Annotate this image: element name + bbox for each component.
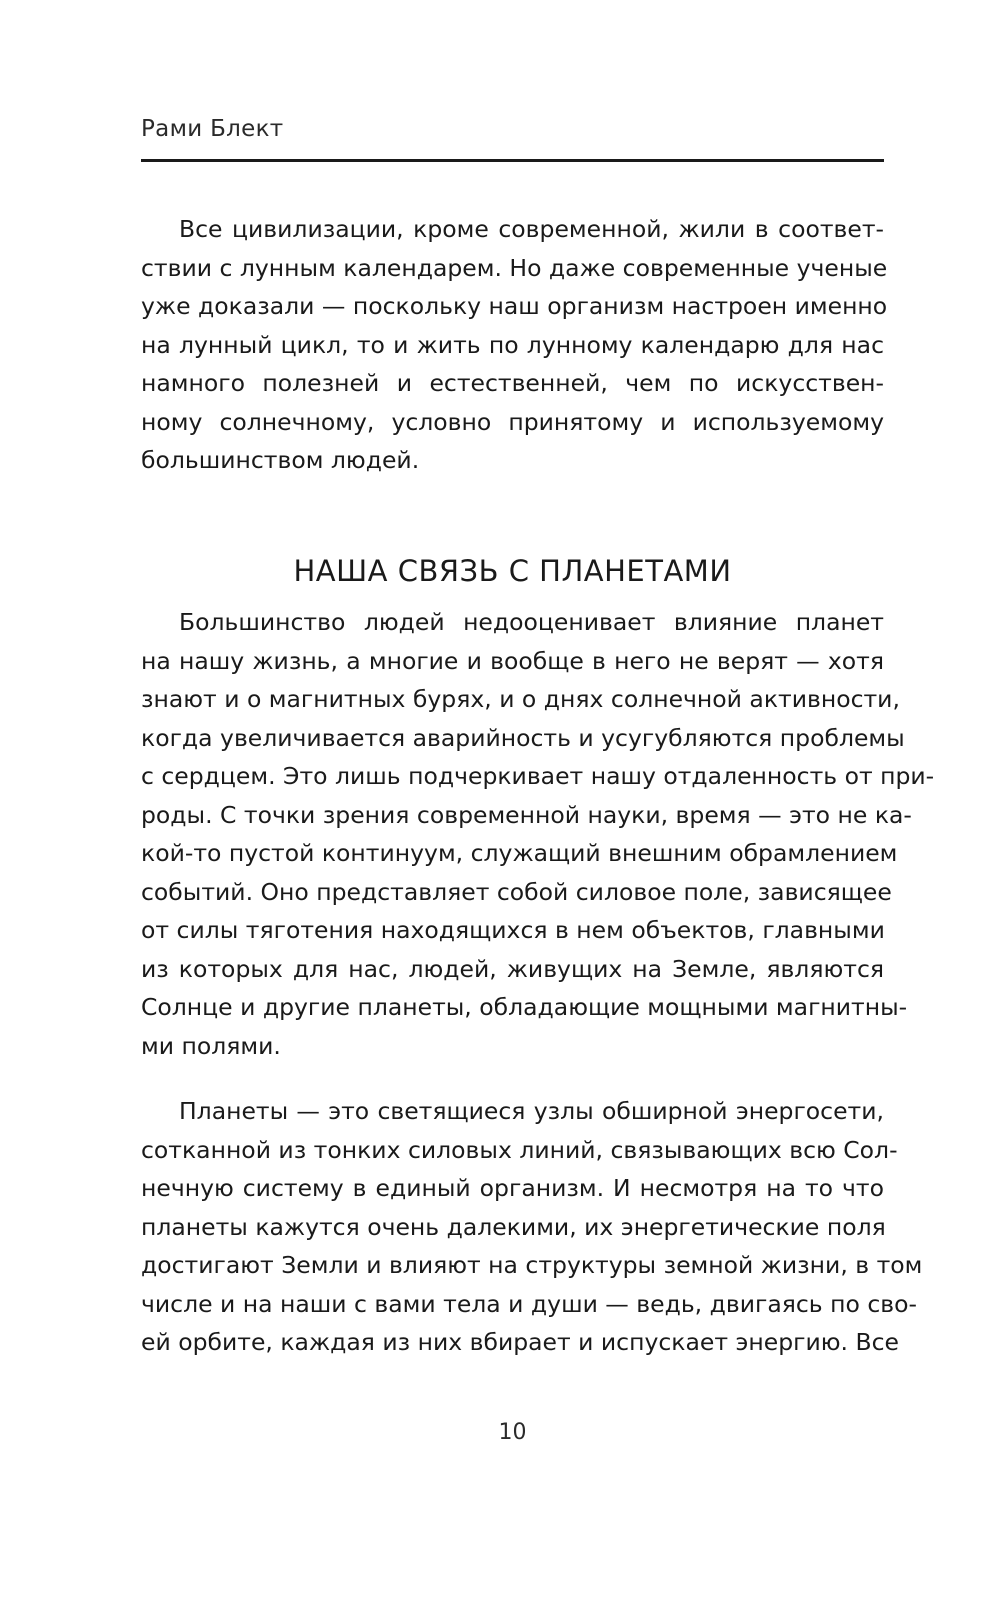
paragraph-2-line: знают и о магнитных бурях, и о днях солнечной активности, xyxy=(141,685,900,713)
paragraph-3-line: числе и на наши с вами тела и души — ведь, двигаясь по сво- xyxy=(141,1289,917,1318)
paragraph-2-line: Солнце и другие планеты, обладающие мощными магнитны- xyxy=(141,993,908,1021)
paragraph-3-line: Планеты — это светящиеся узлы обширной энергосети, xyxy=(179,1097,884,1125)
paragraph-3-line: планеты кажутся очень далекими, их энергетические поля xyxy=(141,1212,886,1241)
paragraph-1-line: ствии с лунным календарем. Но даже современные ученые xyxy=(141,253,888,282)
paragraph-2-line: ми полями. xyxy=(141,1031,281,1060)
paragraph-1 xyxy=(141,210,888,480)
paragraph-3 xyxy=(141,1092,923,1362)
header-rule xyxy=(141,159,884,162)
paragraph-1-line: Все цивилизации, кроме современной, жили в соответ- xyxy=(179,215,884,243)
paragraph-1-line: на лунный цикл, то и жить по лунному календарю для нас xyxy=(141,330,884,359)
paragraph-2-line: на нашу жизнь, а многие и вообще в него не верят — хотя xyxy=(141,646,884,675)
paragraph-3-line: ей орбите, каждая из них вбирает и испускает энергию. Все xyxy=(141,1328,899,1356)
paragraph-3-line: сотканной из тонких силовых линий, связывающих всю Сол- xyxy=(141,1135,898,1164)
paragraph-2-line: Большинство людей недооценивает влияние планет xyxy=(179,608,884,636)
running-head-author: Рами Блект xyxy=(141,116,284,142)
page-number: 10 xyxy=(498,1420,527,1445)
paragraph-1-line: намного полезней и естественней, чем по искусствен- xyxy=(141,369,884,397)
paragraph-1-line: ному солнечному, условно принятому и используемому xyxy=(141,407,884,436)
paragraph-2-line: событий. Оно представляет собой силовое поле, зависящее xyxy=(141,877,892,906)
paragraph-2-line: кой-то пустой континуум, служащий внешним обрамлением xyxy=(141,839,898,867)
paragraph-2-line: роды. С точки зрения современной науки, время — это не ка- xyxy=(141,800,912,829)
paragraph-2-line: с сердцем. Это лишь подчеркивает нашу отдаленность от при- xyxy=(141,762,935,790)
paragraph-2-line: из которых для нас, людей, живущих на Земле, являются xyxy=(141,954,884,983)
paragraph-2-line: от силы тяготения находящихся в нем объектов, главными xyxy=(141,916,885,944)
paragraph-3-line: нечную систему в единый организм. И несмотря на то что xyxy=(141,1174,884,1202)
section-title: НАША СВЯЗЬ С ПЛАНЕТАМИ xyxy=(293,554,732,588)
paragraph-2-line: когда увеличивается аварийность и усугубляются проблемы xyxy=(141,723,905,752)
paragraph-2 xyxy=(141,603,935,1065)
paragraph-1-line: уже доказали — поскольку наш организм настроен именно xyxy=(141,292,888,320)
paragraph-3-line: достигают Земли и влияют на структуры земной жизни, в том xyxy=(141,1251,923,1279)
paragraph-1-line: большинством людей. xyxy=(141,446,420,474)
